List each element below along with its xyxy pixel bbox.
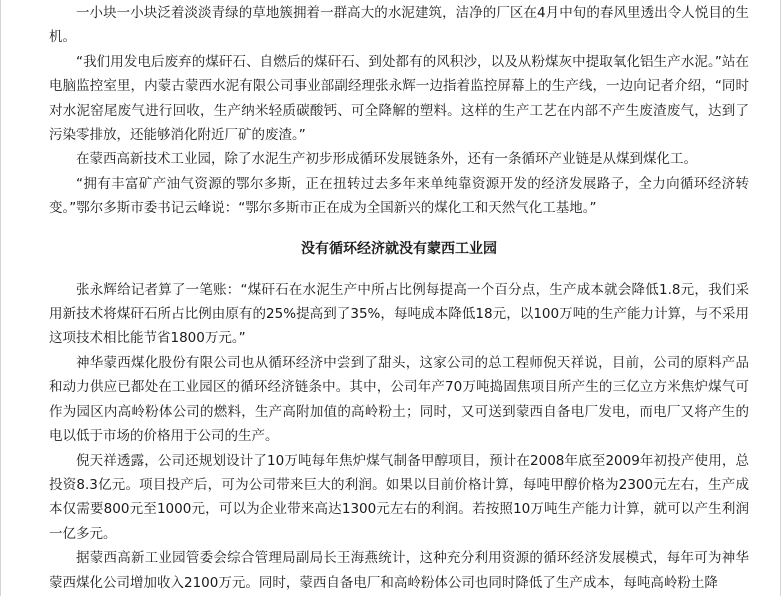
paragraph: “我们用发电后废弃的煤矸石、自燃后的煤矸石、到处都有的风积沙，以及从粉煤灰中提取氧化铝生产水泥。”站在电脑监控室里，内蒙古蒙西水泥有限公司事业部副经理张永辉一边指着监控屏幕上的生产线，一边向记者介绍，“同时对水泥窑尾废气进行回收，生产纳米轻质碳酸钙、可全降解的塑料。这样的生产工艺在内部不产生废渣废气，达到了污染零排放，还能够消化附近厂矿的废渣。” <box>49 53 749 144</box>
paragraph: “拥有丰富矿产油气资源的鄂尔多斯，正在扭转过去多年来单纯靠资源开发的经济发展路子，全力向循环经济转变。”鄂尔多斯市委书记云峰说：“鄂尔多斯市正在成为全国新兴的煤化工和天然气化工基地。” <box>49 175 749 217</box>
paragraph: 一小块一小块泛着淡淡青绿的草地簇拥着一群高大的水泥建筑，洁净的厂区在4月中旬的春风里透出令人悦目的生机。 <box>49 5 749 46</box>
paragraph: 神华蒙西煤化股份有限公司也从循环经济中尝到了甜头，这家公司的总工程师倪天祥说，目前，公司的原料产品和动力供应已都处在工业园区的循环经济链条中。其中，公司年产70万吨捣固焦项目所产生的三亿立方米焦炉煤气可作为园区内高岭粉体公司的燃料，生产高附加值的高岭粉土；同时，又可送到蒙西自备电厂发电，而电厂又将产生的电以低于市场的价格用于公司的生产。 <box>49 354 749 445</box>
paragraph: 据蒙西高新工业园管委会综合管理局副局长王海燕统计，这种充分利用资源的循环经济发展模式，每年可为神华蒙西煤化公司增加收入2100万元。同时，蒙西自备电厂和高岭粉体公司也同时降低了生产成本，每吨高岭粉土降 <box>49 550 749 591</box>
section-heading: 没有循环经济就没有蒙西工业园 <box>301 240 497 257</box>
article-body <box>49 1 749 595</box>
paragraph: 张永辉给记者算了一笔账：“煤矸石在水泥生产中所占比例每提高一个百分点，生产成本就会降低1.8元，我们采用新技术将煤矸石所占比例由原有的25%提高到了35%，每吨成本降低18元，以100万吨的生产能力计算，与不采用这项技术相比能节省1800万元。” <box>49 281 749 347</box>
paragraph: 在蒙西高新技术工业园，除了水泥生产初步形成循环发展链条外，还有一条循环产业链是从煤到煤化工。 <box>76 151 697 168</box>
paragraph: 倪天祥透露，公司还规划设计了10万吨每年焦炉煤气制备甲醇项目，预计在2008年底至2009年初投产使用，总投资8.3亿元。项目投产后，可为公司带来巨大的利润。如果以目前价格计算，每吨甲醇价格为2300元左右，生产成本仅需要800元至1000元，可以为企业带来高达1300元左右的利润。若按照10万吨生产能力计算，就可以产生利润一亿多元。 <box>49 452 749 542</box>
